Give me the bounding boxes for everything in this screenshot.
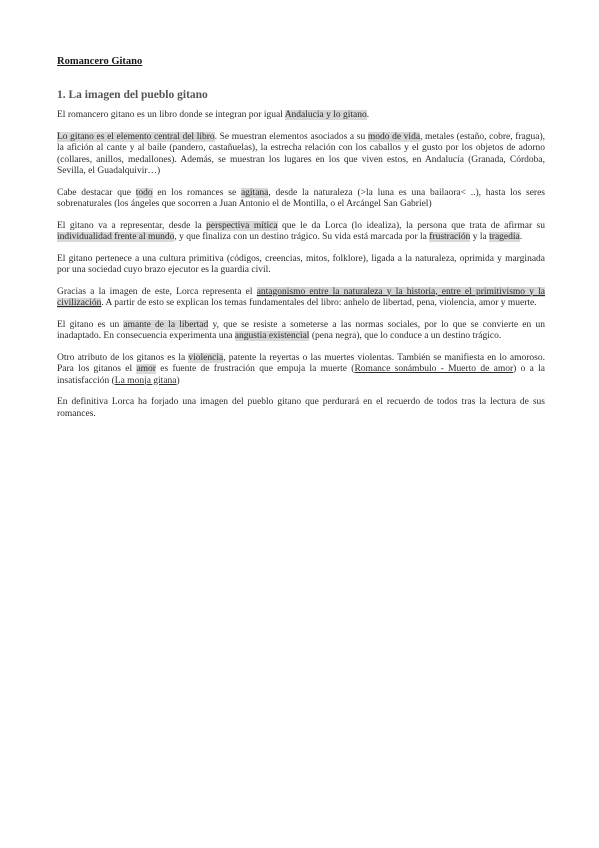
paragraph (57, 221, 545, 244)
text-run: en los romances se (152, 187, 241, 198)
text-run: . (366, 110, 370, 120)
paragraph (57, 254, 545, 277)
document-title: Romancero Gitano (57, 56, 143, 67)
text-run: . (519, 232, 523, 242)
underlined-text: La monja gitana (114, 375, 177, 386)
text-run: Cabe destacar que (57, 187, 136, 198)
body-text (57, 110, 545, 420)
highlighted-text: tragedia (489, 232, 520, 242)
text-run: Otro atributo de los gitanos es la (57, 352, 189, 363)
text-run: El romancero gitano es un libro donde se integran por igual (57, 110, 285, 120)
text-run: , patente la reyertas o las muertes violentas. También se manifiesta en lo amoroso. Para los gitanos el (57, 352, 545, 374)
text-run: En definitiva Lorca ha forjado una imagen del pueblo gitano que perdurará en el recuerdo de todos tras la lectura de sus romances. (57, 397, 545, 419)
text-run: El gitano es un (57, 319, 124, 330)
highlighted-text: individualidad frente al mundo (57, 232, 175, 242)
text-run: que le da Lorca (lo idealiza), la persona que trata de afirmar su (277, 220, 546, 231)
paragraph (57, 397, 545, 420)
highlighted-text: amor (136, 364, 156, 374)
text-run: . A partir de esto se explican los temas fundamentales del libro: anhelo de libertad, pena, violencia, amor y muerte. (101, 298, 537, 308)
text-run: (pena negra), que lo conduce a un destino trágico. (309, 331, 502, 341)
text-run: , metales (estaño, cobre, fragua), la afición al cante y al baile (pandero, castañuelas), la estrecha relación con los caballos y el gusto por los objetos de adorno (collares, anillos, medallones). Además, se muestran los lugares en los que viven estos, en Andalucía (Granada, Córdoba, Sevilla, el Guadalquivir…) (57, 131, 546, 176)
text-run: y, que se resiste a someterse a las normas sociales, por lo que se convierte en un inadaptado. En consecuencia experimenta una (57, 319, 545, 341)
text-run: Gracias a la imagen de este, Lorca representa el (57, 286, 257, 297)
paragraph (57, 188, 545, 211)
text-run: , desde la naturaleza (>la luna es una bailaora< ..), hasta los seres sobrenaturales (los ángeles que socorren a Juan Antonio el de Montilla, o el Arcángel San Gabriel) (57, 187, 545, 209)
paragraph (57, 110, 545, 122)
paragraph (57, 320, 545, 343)
highlighted-text: modo de vida (367, 131, 421, 142)
highlighted-text: Lo gitano es el elemento central del libro (57, 131, 215, 142)
text-run: El gitano pertenece a una cultura primitiva (códigos, creencias, mitos, folklore), ligada a la naturaleza, oprimida y marginada por una sociedad cuyo brazo ejecutor es la guardia civil. (57, 253, 545, 275)
paragraph (57, 132, 545, 178)
underlined-text: Romance sonámbulo - Muerto de amor (354, 364, 514, 374)
highlighted-text: angustia existencial (234, 331, 310, 341)
highlighted-text: amante de la libertad (123, 319, 209, 330)
highlighted-text: violencia (188, 352, 224, 363)
text-run: ) (176, 375, 180, 386)
highlighted-text: todo (135, 187, 153, 198)
text-run: . Se muestran elementos asociados a su (214, 131, 368, 142)
text-run: , y que finaliza con un destino trágico. Su vida está marcada por la (174, 232, 430, 242)
highlighted-text: antagonismo entre la naturaleza y la historia, entre el primitivismo y la civilización (57, 286, 545, 308)
text-run: es fuente de frustración que empuja la muerte ( (155, 364, 355, 374)
highlighted-text: Andalucía y lo gitano (284, 110, 367, 120)
section-heading: 1. La imagen del pueblo gitano (57, 89, 208, 101)
highlighted-text: frustración (429, 232, 471, 242)
highlighted-text: perspectiva mítica (206, 220, 278, 231)
text-run: y la (470, 232, 490, 242)
text-run: El gitano va a representar, desde la (57, 220, 207, 231)
text-run: ) o a la insatisfacción ( (57, 364, 545, 386)
highlighted-text: agitana (240, 187, 269, 198)
paragraph (57, 287, 545, 310)
paragraph (57, 353, 545, 388)
